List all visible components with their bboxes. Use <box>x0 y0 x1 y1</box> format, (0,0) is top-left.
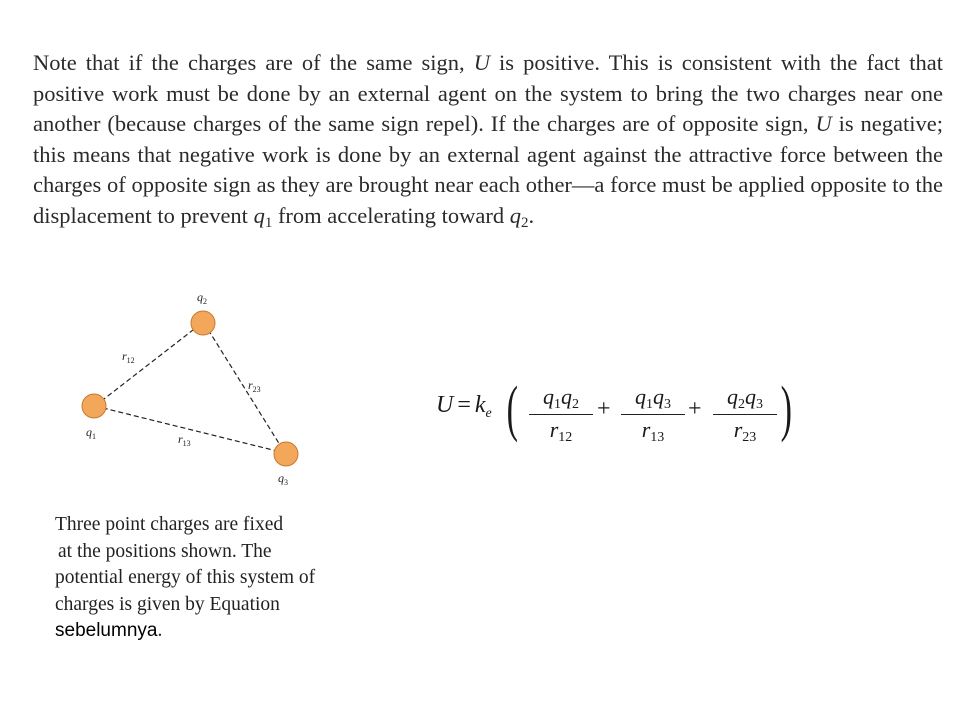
numerator: $q_2q_3$ <box>727 384 763 412</box>
equals-sign: = <box>457 392 471 418</box>
fraction-bar <box>713 414 777 415</box>
label-r23: $r_{23}$ <box>248 378 261 394</box>
fraction-term-1 <box>526 384 596 445</box>
explanation-paragraph <box>33 48 943 231</box>
fraction-term-3 <box>710 384 780 445</box>
denominator: $r_{23}$ <box>733 417 757 445</box>
plus-sign: + <box>688 396 702 422</box>
caption-line: charges is given by Equation <box>55 593 280 615</box>
symbol-q: q <box>509 202 521 228</box>
paragraph-text: . <box>528 202 535 228</box>
symbol-k: k <box>474 392 486 418</box>
denominator: $r_{12}$ <box>549 417 573 445</box>
symbol-q: q <box>253 202 265 228</box>
three-charge-diagram <box>70 285 330 495</box>
equation-lhs <box>436 392 492 419</box>
symbol-U: U <box>436 392 454 418</box>
label-q1: $q_1$ <box>86 425 96 441</box>
denominator: $r_{13}$ <box>641 417 665 445</box>
symbol-U: U <box>473 50 490 75</box>
subscript: e <box>485 406 492 421</box>
numerator: $q_1q_2$ <box>543 384 579 412</box>
numerator: $q_1q_3$ <box>635 384 671 412</box>
label-q2: $q_2$ <box>197 290 207 306</box>
label-r13: $r_{13}$ <box>178 432 191 448</box>
label-r12: $r_{12}$ <box>122 349 135 365</box>
symbol-U: U <box>815 111 832 136</box>
paragraph-text: is positive. This is consistent with the fact that positive work must be done by an external agent on the system to bring the two charges near one another (because charges of the same sign repel). If the charges are of opposite sign, <box>33 50 943 136</box>
charge-q1 <box>82 394 106 418</box>
paragraph-text: is negative; this means that negative work is done by an external agent against the attractive force between the charges of opposite sign as they are brought near each other—a force must be applied opposite to the displacement to prevent <box>33 111 943 228</box>
label-q3: $q_3$ <box>278 471 288 487</box>
plus-sign: + <box>597 396 611 422</box>
subscript: 1 <box>264 214 273 231</box>
charge-q3 <box>274 442 298 466</box>
close-paren: ) <box>780 375 793 443</box>
subscript: 2 <box>520 214 529 231</box>
fraction-bar <box>621 414 685 415</box>
fraction-bar <box>529 414 593 415</box>
caption-line: potential energy of this system of <box>55 567 316 588</box>
potential-energy-equation <box>430 375 810 450</box>
caption-line: Three point charges are fixed <box>55 514 284 535</box>
charge-q2 <box>191 311 215 335</box>
paragraph-text: Note that if the charges are of the same sign, <box>33 50 474 75</box>
line-r12 <box>95 323 202 406</box>
line-r23 <box>204 323 285 453</box>
caption-highlight-word: sebelumnya <box>55 620 158 641</box>
fraction-term-2 <box>618 384 688 445</box>
caption-line: at the positions shown. The <box>58 540 272 562</box>
caption-line: sebelumnya. <box>55 620 163 641</box>
figure-caption <box>55 512 365 645</box>
paragraph-text: from accelerating toward <box>272 202 510 228</box>
open-paren: ( <box>506 375 519 443</box>
